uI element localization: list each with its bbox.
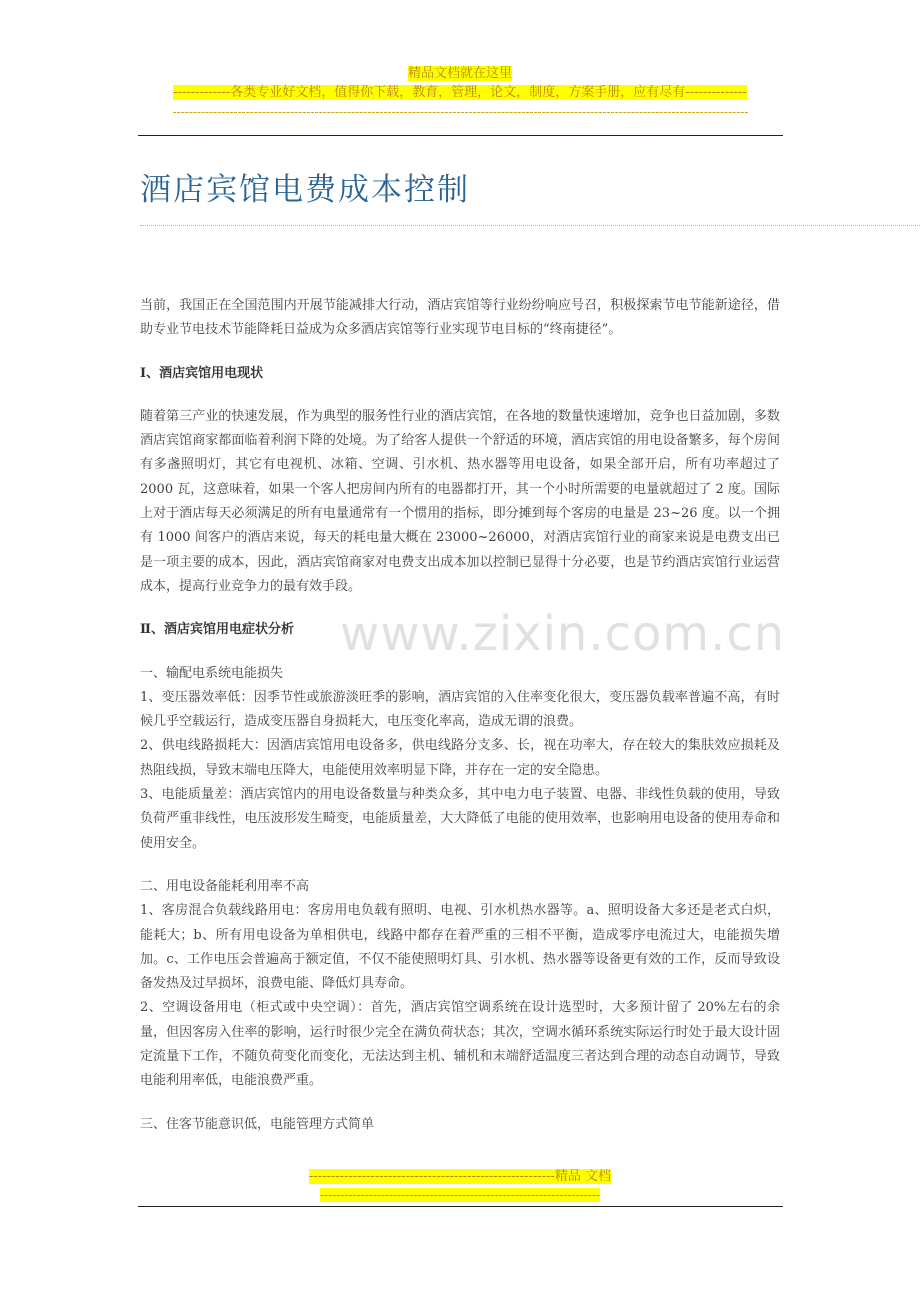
intro-paragraph: 当前，我国正在全国范围内开展节能减排大行动，酒店宾馆等行业纷纷响应号召，积极探索节电节能新途径，借助专业节电技术节能降耗日益成为众多酒店宾馆等行业实现节电目标的“终南捷径”。 <box>140 298 780 338</box>
section-2-heading: Ⅱ、酒店宾馆用电症状分析 <box>140 622 294 638</box>
subsection-1-item: 3、电能质量差：酒店宾馆内的用电设备数量与种类众多，其中电力电子装置、电器、非线性负载的使用，导致负荷严重非线性，电压波形发生畸变，电能质量差，大大降低了电能的使用效率，也影响用电设备的使用寿命和使用安全。 <box>140 787 780 851</box>
header-banner: -------------各类专业好文档，值得你下载，教育，管理，论文，制度，方案手册，应有尽有-------------- <box>173 85 747 100</box>
footer-label: --------------------------------------------------------精品 文档 <box>308 1169 612 1184</box>
subsection-2-item: 1、客房混合负载线路用电：客房用电负载有照明、电视、引水机热水器等。a、照明设备大多还是老式白炽，能耗大；b、所有用电设备为单相供电，线路中都存在着严重的三相不平衡，造成零序电流过大，电能损失增加。c、工作电压会普遍高于额定值，不仅不能使照明灯具、引水机、热水器等设备更有效的工作，反而导致设备发热及过早损坏，浪费电能、降低灯具寿命。 <box>140 903 780 992</box>
subsection-1-heading: 一、输配电系统电能损失 <box>140 665 284 681</box>
article-body <box>140 294 780 1137</box>
footer-rule <box>138 1206 783 1207</box>
header-top-label: 精品文档就在这里 <box>407 66 512 81</box>
header-rule <box>138 135 783 136</box>
subsection-2-item: 2、空调设备用电（柜式或中央空调）：首先，酒店宾馆空调系统在设计选型时，大多预计留了 20%左右的余量，但因客房入住率的影响，运行时很少完全在满负荷状态；其次，空调水循环系统实际运行时处于最大设计固定流量下工作，不随负荷变化而变化，无法达到主机、辅机和末端舒适温度三者达到合理的动态自动调节，导致电能利用率低，电能浪费严重。 <box>140 1000 780 1089</box>
subsection-2-heading: 二、用电设备能耗利用率不高 <box>140 878 310 894</box>
footer-dash-line: --------------------------------------------------------------------- <box>320 1188 600 1202</box>
subsection-3-heading: 三、住客节能意识低，电能管理方式简单 <box>140 1116 375 1132</box>
section-1-heading: Ⅰ、酒店宾馆用电现状 <box>140 365 264 381</box>
header-dash-line: ---------------------------------------------------------------------------------------------------------------------------------------------- <box>172 105 749 119</box>
title-divider <box>140 225 920 226</box>
section-1-paragraph: 随着第三产业的快速发展，作为典型的服务性行业的酒店宾馆，在各地的数量快速增加，竞争也日益加剧，多数酒店宾馆商家都面临着利润下降的处境。为了给客人提供一个舒适的环境，酒店宾馆的用电设备繁多，每个房间有多盏照明灯，其它有电视机、冰箱、空调、引水机、热水器等用电设备，如果全部开启，所有功率超过了 2000 瓦，这意味着，如果一个客人把房间内所有的电器都打开，其一个小时所需要的电量就超过了 2 度。国际上对于酒店每天必须满足的所有电量通常有一个惯用的指标，即分摊到每个客房的电量是 23~26 度。以一个拥有 1000 间客户的酒店来说，每天的耗电量大概在 23000~26000，对酒店宾馆行业的商家来说是电费支出已是一项主要的成本，因此，酒店宾馆商家对电费支出成本加以控制已显得十分必要，也是节约酒店宾馆行业运营成本，提高行业竞争力的最有效手段。 <box>140 408 780 594</box>
watermark: www.zixin.com.cn <box>340 606 786 662</box>
article-title: 酒店宾馆电费成本控制 <box>140 172 470 208</box>
subsection-1-item: 1、变压器效率低：因季节性或旅游淡旺季的影响，酒店宾馆的入住率变化很大，变压器负载率普遍不高，有时候几乎空载运行，造成变压器自身损耗大，电压变化率高，造成无谓的浪费。 <box>140 689 780 730</box>
subsection-1-item: 2、供电线路损耗大：因酒店宾馆用电设备多，供电线路分支多、长，视在功率大，存在较大的集肤效应损耗及热阻线损，导致末端电压降大，电能使用效率明显下降，并存在一定的安全隐患。 <box>140 738 780 778</box>
